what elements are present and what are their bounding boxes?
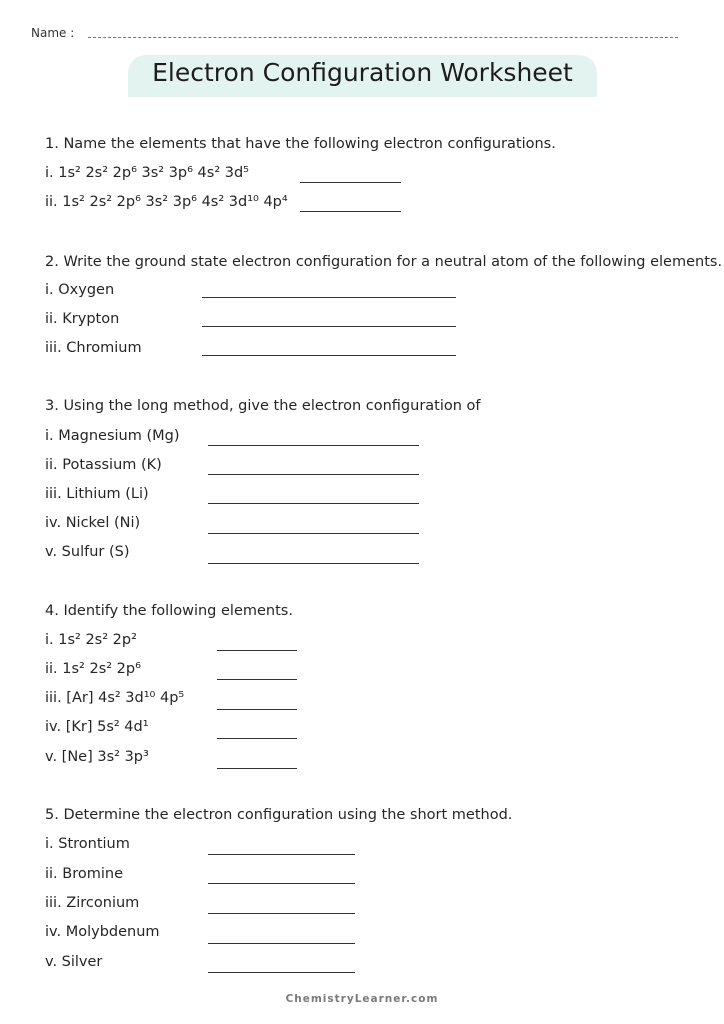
question-3-item-i: [45, 428, 180, 448]
item-label: i. 1s² 2s² 2p²: [45, 632, 137, 648]
question-4-heading: 4. Identify the following elements.: [45, 603, 293, 619]
answer-blank[interactable]: [300, 182, 401, 183]
question-1-item-i: [45, 165, 249, 185]
answer-blank[interactable]: [208, 533, 419, 534]
name-row: [31, 26, 681, 42]
item-label: v. Sulfur (S): [45, 544, 130, 560]
answer-blank[interactable]: [202, 297, 456, 298]
question-3-item-iv: [45, 515, 140, 535]
answer-blank[interactable]: [208, 883, 355, 884]
answer-blank[interactable]: [217, 738, 297, 739]
item-label: i. Strontium: [45, 836, 130, 852]
item-label: iv. Nickel (Ni): [45, 515, 141, 531]
item-label: i. Oxygen: [45, 282, 115, 298]
item-label: iii. [Ar] 4s² 3d¹⁰ 4p⁵: [45, 690, 185, 706]
answer-blank[interactable]: [300, 211, 401, 212]
question-1-heading: 1. Name the elements that have the following electron configurations.: [45, 136, 556, 152]
question-3-heading: 3. Using the long method, give the electron configuration of: [45, 398, 481, 414]
question-5-item-v: [45, 954, 102, 974]
answer-blank[interactable]: [217, 768, 297, 769]
item-label: iv. Molybdenum: [45, 924, 160, 940]
question-3-item-v: [45, 544, 129, 564]
item-label: ii. 1s² 2s² 2p⁶: [45, 661, 141, 677]
answer-blank[interactable]: [217, 709, 297, 710]
footer-brand: ChemistryLearner.com: [285, 993, 439, 1005]
answer-blank[interactable]: [208, 854, 355, 855]
item-label: ii. Krypton: [45, 311, 120, 327]
question-4-item-ii: [45, 661, 141, 681]
item-label: i. Magnesium (Mg): [45, 428, 180, 444]
answer-blank[interactable]: [208, 503, 419, 504]
question-4-item-iv: [45, 719, 149, 739]
answer-blank[interactable]: [208, 972, 355, 973]
question-5-item-i: [45, 836, 130, 856]
item-label: ii. Bromine: [45, 866, 124, 882]
answer-blank[interactable]: [202, 326, 456, 327]
question-5-item-iii: [45, 895, 139, 915]
question-2-item-iii: [45, 340, 142, 360]
question-4-item-i: [45, 632, 137, 652]
question-5-item-ii: [45, 866, 123, 886]
answer-blank[interactable]: [208, 474, 419, 475]
answer-blank[interactable]: [217, 679, 297, 680]
question-4-item-iii: [45, 690, 184, 710]
item-label: i. 1s² 2s² 2p⁶ 3s² 3p⁶ 4s² 3d⁵: [45, 165, 249, 181]
question-3-item-iii: [45, 486, 149, 506]
item-label: ii. 1s² 2s² 2p⁶ 3s² 3p⁶ 4s² 3d¹⁰ 4p⁴: [45, 194, 288, 210]
title-banner: [128, 55, 597, 97]
question-3-item-ii: [45, 457, 162, 477]
answer-blank[interactable]: [208, 943, 355, 944]
item-label: ii. Potassium (K): [45, 457, 162, 473]
item-label: v. [Ne] 3s² 3p³: [45, 749, 149, 765]
question-5-item-iv: [45, 924, 160, 944]
question-1-item-ii: [45, 194, 288, 214]
question-2-item-ii: [45, 311, 119, 331]
item-label: v. Silver: [45, 954, 103, 970]
question-2-item-i: [45, 282, 114, 302]
answer-blank[interactable]: [217, 650, 297, 651]
answer-blank[interactable]: [208, 445, 419, 446]
answer-blank[interactable]: [202, 355, 456, 356]
item-label: iii. Zirconium: [45, 895, 140, 911]
answer-blank[interactable]: [208, 563, 419, 564]
question-2-heading: 2. Write the ground state electron configuration for a neutral atom of the following elements.: [45, 254, 723, 270]
question-4-item-v: [45, 749, 149, 769]
answer-blank[interactable]: [208, 913, 355, 914]
item-label: iv. [Kr] 5s² 4d¹: [45, 719, 149, 735]
question-5-heading: 5. Determine the electron configuration using the short method.: [45, 807, 513, 823]
name-input-line[interactable]: [88, 37, 678, 38]
item-label: iii. Chromium: [45, 340, 142, 356]
item-label: iii. Lithium (Li): [45, 486, 149, 502]
name-label: Name :: [31, 26, 75, 40]
page-title: Electron Configuration Worksheet: [152, 58, 573, 87]
